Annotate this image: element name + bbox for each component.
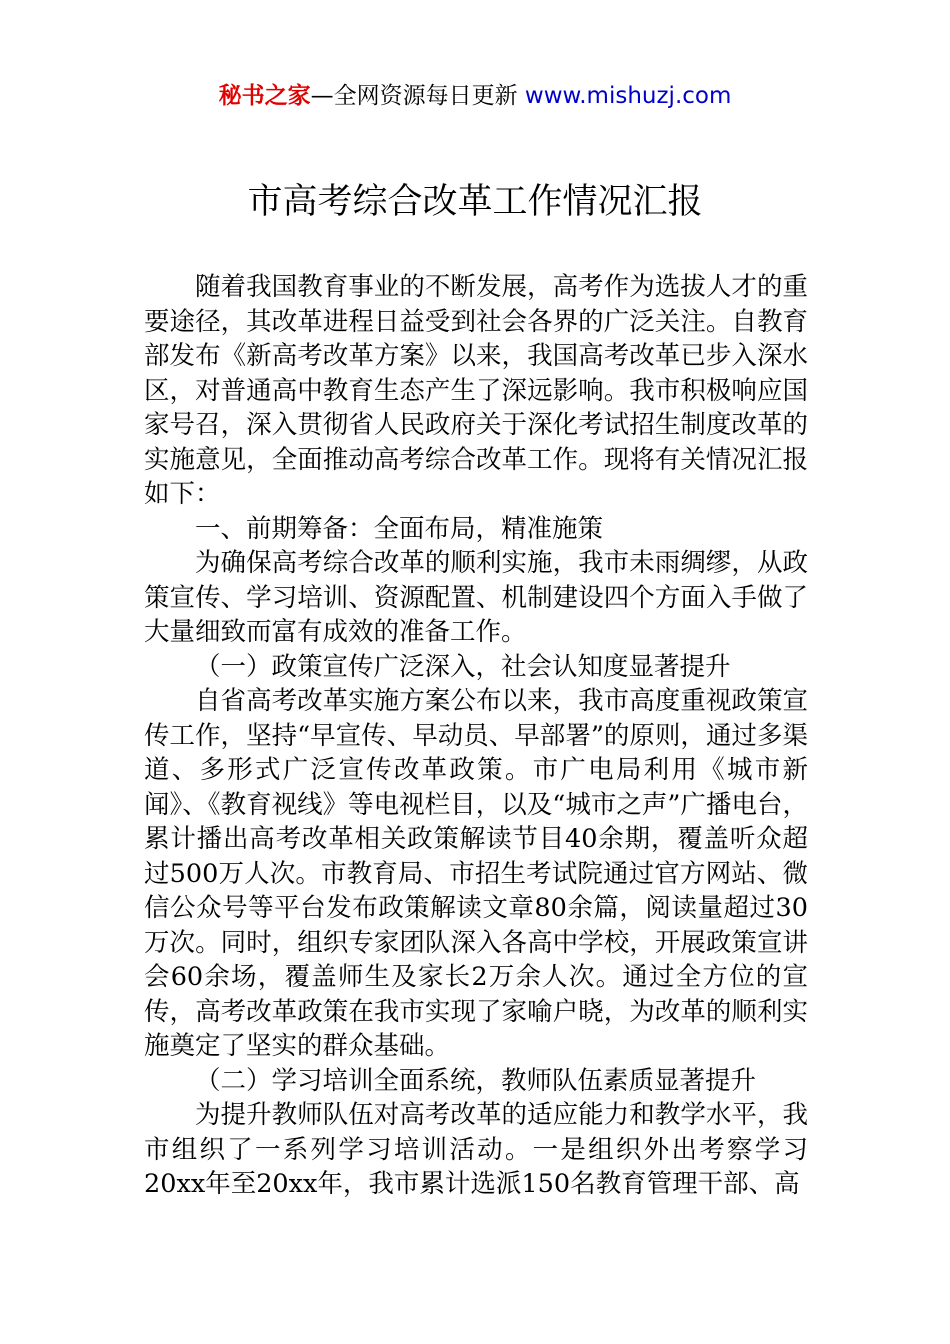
site-tagline: —全网资源每日更新 (310, 83, 518, 109)
subsection-heading-2: （二）学习培训全面系统，教师队伍素质显著提升 (195, 1065, 757, 1096)
section-heading-1: 一、前期筹备：全面布局，精准施策 (195, 513, 604, 544)
section-1-paragraph: 为确保高考综合改革的顺利实施，我市未雨绸缪，从政策宣传、学习培训、资源配置、机制建设四个方面入手做了大量细致而富有成效的准备工作。 (144, 548, 808, 647)
site-brand: 秘书之家 (218, 83, 311, 109)
document-title: 市高考综合改革工作情况汇报 (247, 182, 703, 222)
intro-paragraph: 随着我国教育事业的不断发展，高考作为选拔人才的重要途径，其改革进程日益受到社会各界的广泛关注。自教育部发布《新高考改革方案》以来，我国高考改革已步入深水区，对普通高中教育生态产生了深远影响。我市积极响应国家号召，深入贯彻省人民政府关于深化考试招生制度改革的实施意见，全面推动高考综合改革工作。现将有关情况汇报如下： (144, 272, 808, 509)
subsection-2-paragraph: 为提升教师队伍对高考改革的适应能力和教学水平，我市组织了一系列学习培训活动。一是组织外出考察学习20xx年至20xx年，我市累计选派150名教育管理干部、高 (144, 1100, 808, 1199)
site-header (0, 80, 950, 112)
subsection-1-paragraph: 自省高考改革实施方案公布以来，我市高度重视政策宣传工作，坚持“早宣传、早动员、早部署”的原则，通过多渠道、多形式广泛宣传改革政策。市广电局利用《城市新闻》、《教育视线》等电视栏目，以及“城市之声”广播电台，累计播出高考改革相关政策解读节目40余期，覆盖听众超过500万人次。市教育局、市招生考试院通过官方网站、微信公众号等平台发布政策解读文章80余篇，阅读量超过30万次。同时，组织专家团队深入各高中学校，开展政策宣讲会60余场，覆盖师生及家长2万余人次。通过全方位的宣传，高考改革政策在我市实现了家喻户晓，为改革的顺利实施奠定了坚实的群众基础。 (144, 686, 808, 1061)
site-url-link[interactable]: www.mishuzj.com (524, 83, 732, 109)
subsection-heading-1: （一）政策宣传广泛深入，社会认知度显著提升 (195, 651, 731, 682)
document-body (144, 270, 808, 1202)
